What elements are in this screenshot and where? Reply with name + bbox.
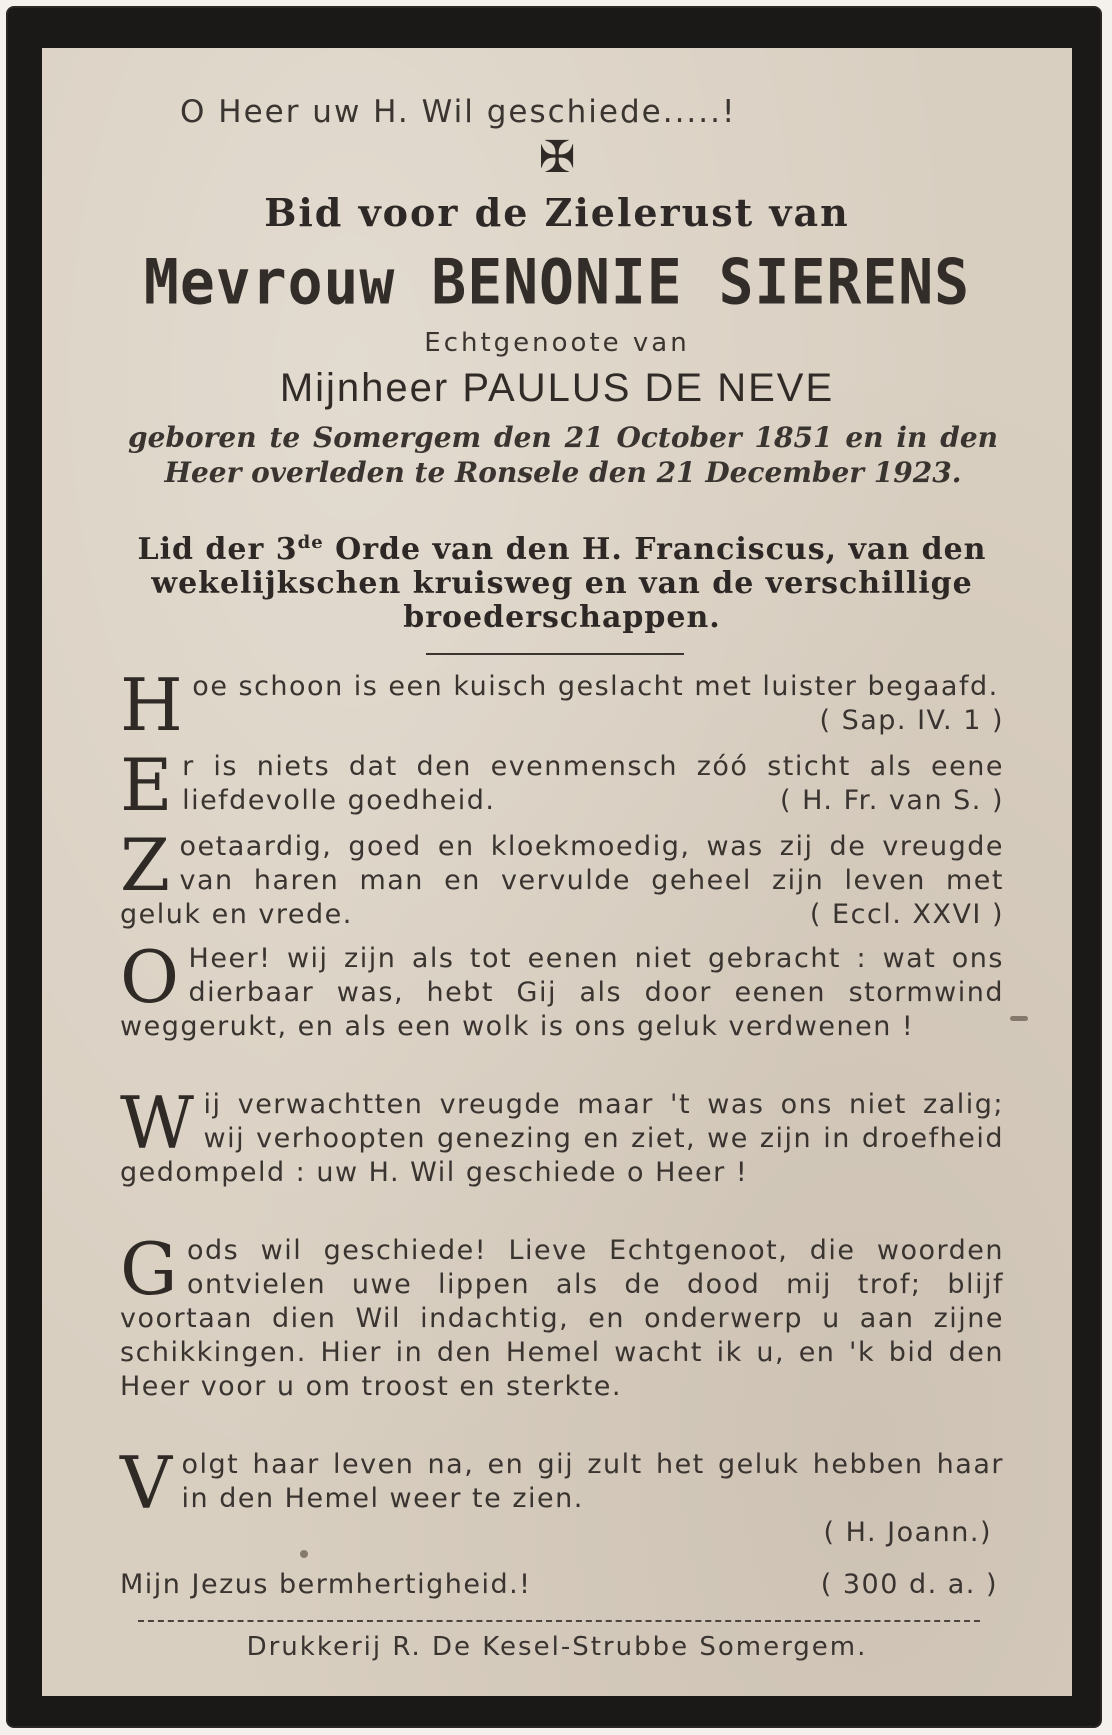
membership-text	[122, 526, 1002, 635]
verse-6	[120, 1227, 1004, 1404]
prayer-request: Bid voor de Zielerust van	[264, 190, 850, 235]
verse-text: oe schoon is een kuisch geslacht met luister begaafd.	[192, 671, 999, 702]
divider	[426, 653, 684, 655]
footer-divider	[138, 1620, 980, 1622]
verse-5	[120, 1081, 1004, 1190]
verse-initial: V	[120, 1441, 174, 1525]
verse-reference: ( Eccl. XXVI )	[809, 899, 1004, 930]
verse-reference: ( Sap. IV. 1 )	[819, 705, 1004, 736]
verse-initial: H	[120, 663, 185, 747]
membership-prefix: Lid der 3	[137, 532, 298, 567]
verse-text: olgt haar leven na, en gij zult het geluk hebben haar in den Hemel weer te zien.	[181, 1449, 1004, 1514]
verse-text: oetaardig, goed en kloekmoedig, was zij de vreugde van haren man en vervulde geheel zijn leven met geluk en vrede.	[120, 831, 1004, 930]
indulgence: ( 300 d. a. )	[820, 1569, 998, 1600]
verse-initial: G	[120, 1227, 180, 1311]
printer-credit: Drukkerij R. De Kesel-Strubbe Somergem.	[246, 1632, 868, 1662]
verse-text: ij verwachtten vreugde maar 't was ons niet zalig; wij verhoopten genezing en ziet, we zijn in droefheid gedompeld : uw H. Wil geschiede o Heer !	[120, 1089, 1004, 1188]
membership-ordinal: de	[297, 532, 324, 553]
cross-icon: ✠	[538, 132, 576, 183]
verse-initial: E	[120, 743, 175, 827]
opening-prayer: O Heer uw H. Wil geschiede.....!	[180, 94, 737, 130]
birth-death-text: geboren te Somergem den 21 October 1851 en in den Heer overleden te Ronsele den 21 December 1923.	[128, 421, 998, 489]
verse-7	[120, 1441, 1004, 1550]
verse-text: ods wil geschiede! Lieve Echtgenoot, die woorden ontvielen uwe lippen als de dood mij trof; blijf voortaan dien Wil indachtig, en onderwerp u aan zijne schikkingen. Hier in den Hemel wacht ik u, en 'k bid den Heer voor u om troost en sterkte.	[120, 1235, 1004, 1402]
verse-text: Heer! wij zijn als tot eenen niet gebracht : wat ons dierbaar was, hebt Gij als door eenen stormwind weggerukt, en als een wolk is ons geluk verdwenen !	[120, 943, 1004, 1042]
membership-rest: Orde van den H. Franciscus, van den wekelijkschen kruisweg en van de verschillige broederschappen.	[151, 532, 987, 635]
verse-4	[120, 935, 1004, 1044]
ink-smudge	[1010, 1016, 1028, 1021]
spouse-label: Echtgenoote van	[424, 328, 690, 358]
closing-invocation: Mijn Jezus bermhertigheid.!	[120, 1569, 532, 1600]
memorial-card	[42, 48, 1072, 1696]
verse-reference: ( H. Fr. van S. )	[779, 785, 1004, 816]
ink-spot	[300, 1550, 308, 1558]
verse-initial: W	[120, 1081, 196, 1165]
closing-line	[120, 1568, 1004, 1602]
verse-reference: ( H. Joann.)	[823, 1517, 992, 1548]
verse-2	[120, 743, 1004, 827]
deceased-name: Mevrouw BENONIE SIERENS	[143, 245, 971, 319]
verse-initial: O	[120, 935, 181, 1019]
verse-initial: Z	[120, 823, 172, 907]
verse-3	[120, 823, 1004, 932]
mourning-card-border	[8, 8, 1100, 1726]
spouse-name: Mijnheer PAULUS DE NEVE	[279, 366, 835, 410]
verse-1	[120, 663, 1004, 747]
verse-reference-row	[120, 1516, 1004, 1550]
verse-text: r is niets dat den evenmensch zóó sticht als eene liefdevolle goedheid.	[182, 751, 1004, 816]
